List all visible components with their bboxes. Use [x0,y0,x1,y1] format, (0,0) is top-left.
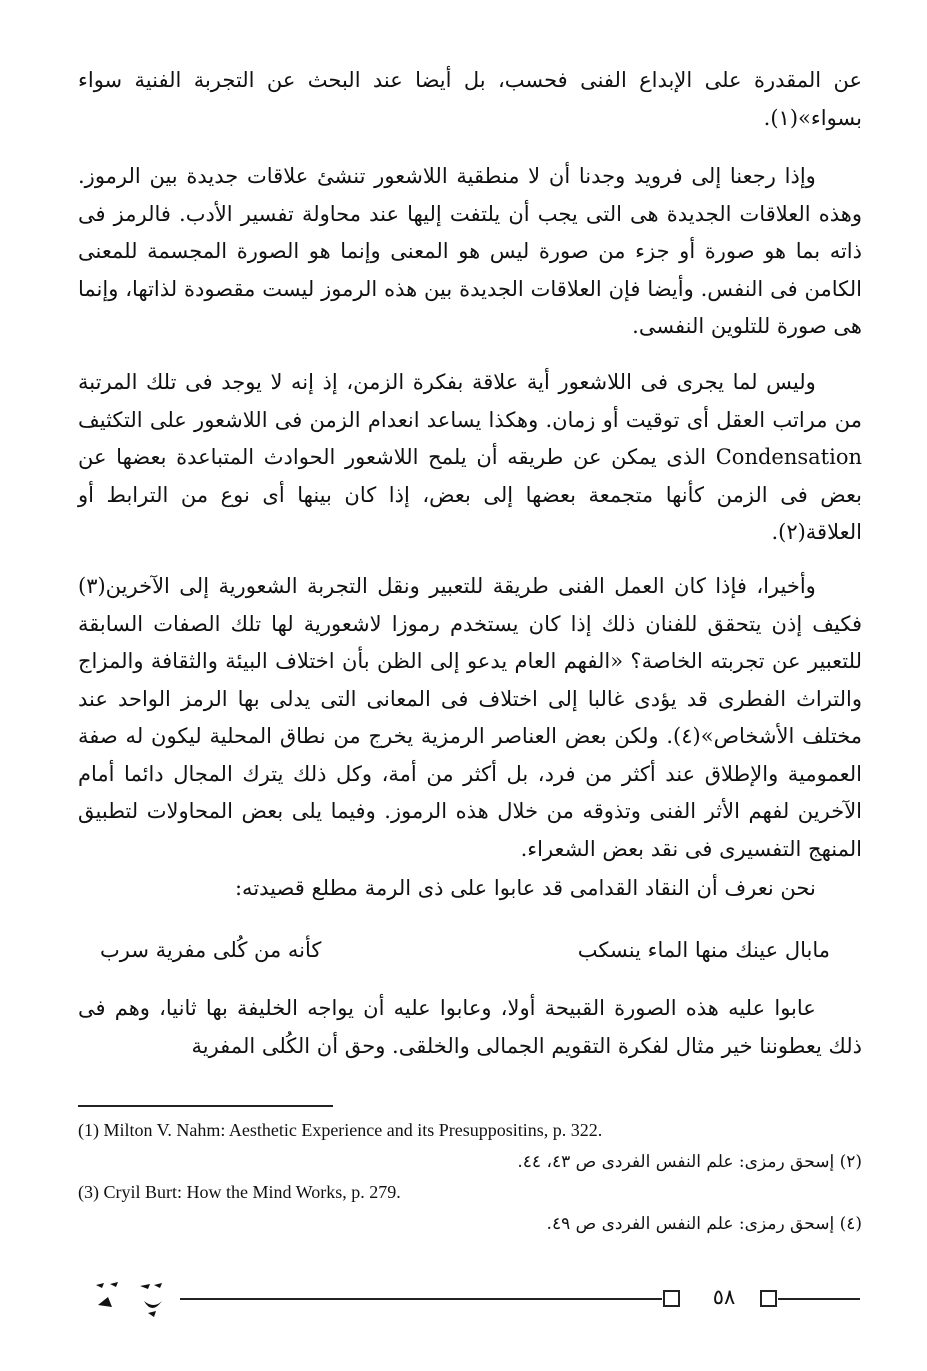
paragraph-6-text: عابوا عليه هذه الصورة القبيحة أولا، وعابوا عليه أن يواجه الخليفة بها ثانيا، وهم فى ذلك يعطوننا خير مثال لفكرة التقويم الجمالى والخلقى. وحق أن الكُلى المفرية [78,996,862,1058]
verse-first-hemistich: مابال عينك منها الماء ينسكب [577,938,830,962]
footer-square-icon [760,1290,777,1307]
paragraph-3 [78,364,862,552]
footer-square-icon [663,1290,680,1307]
paragraph-4 [78,568,862,868]
footnote-separator [78,1105,333,1107]
paragraph-2-text: وإذا رجعنا إلى فرويد وجدنا أن لا منطقية اللاشعور تنشئ علاقات جديدة بين الرموز. وهذه العلاقات الجديدة هى التى يجب أن يلتفت إليها عند محاولة تفسير الأدب. فالرمز فى ذاته بما هو صورة أو جزء من صورة ليس هو المعنى وإنما هو الصورة المجسمة للمعنى الكامن فى النفس. وأيضا فإن العلاقات الجديدة بين هذه الرموز ليست مقصودة لذاتها، وإنما هى صورة للتلوين النفسى. [78,164,862,338]
paragraph-5-text: نحن نعرف أن النقاد القدامى قد عابوا على ذى الرمة مطلع قصيدته: [234,876,816,900]
footer-rule-left [180,1298,662,1300]
paragraph-1 [78,62,862,137]
footnote-2: (٢) إسحق رمزى: علم النفس الفردى ص ٤٣، ٤٤. [517,1152,862,1172]
publisher-logo-icon [90,1275,174,1325]
footnote-1: (1) Milton V. Nahm: Aesthetic Experience and its Presuppositins, p. 322. [78,1120,603,1140]
footer-rule-right [778,1298,860,1300]
paragraph-3-text: وليس لما يجرى فى اللاشعور أية علاقة بفكرة الزمن، إذ إنه لا يوجد فى تلك المرتبة من مراتب العقل أى توقيت أو زمان. وهكذا يساعد انعدام الزمن فى اللاشعور على التكثيف Condensation الذى يمكن عن طريقه أن يلمح اللاشعور الحوادث المتباعدة بعضها عن بعض فى الزمن كأنها متجمعة بعضها إلى بعض، إذا كان بينها أى نوع من الترابط أو العلاقة(٢). [78,370,862,544]
verse-second-hemistich: كأنه من كُلى مفرية سرب [100,938,322,962]
footnote-3: (3) Cryil Burt: How the Mind Works, p. 279. [78,1182,401,1202]
paragraph-5 [78,870,862,908]
paragraph-2 [78,158,862,346]
page-number: ٥٨ [712,1285,736,1309]
paragraph-6 [78,990,862,1065]
paragraph-1-text: عن المقدرة على الإبداع الفنى فحسب، بل أيضا عند البحث عن التجربة الفنية سواء بسواء»(١). [78,68,862,130]
paragraph-4-text: وأخيرا، فإذا كان العمل الفنى طريقة للتعبير ونقل التجربة الشعورية إلى الآخرين(٣) فكيف إذن يتحقق للفنان ذلك إذا كان يستخدم رموزا لاشعورية لها تلك الصفات السابقة للتعبير عن تجربته الخاصة؟ «الفهم العام يدعو إلى الظن بأن اختلاف البيئة والثقافة والمزاج والتراث الفطرى قد يؤدى غالبا إلى اختلاف فى المعانى التى يدلى بها الرمز الواحد عند مختلف الأشخاص»(٤). ولكن بعض العناصر الرمزية يخرج من نطاق المحلية ليكون له صفة العمومية والإطلاق عند أكثر من فرد، بل أكثر من أمة، وكل ذلك يترك المجال دائما أمام الآخرين لفهم الأثر الفنى وتذوقه من خلال هذه الرموز. وفيما يلى بعض المحاولات لتطبيق المنهج التفسيرى فى نقد بعض الشعراء. [78,574,862,861]
footnote-4: (٤) إسحق رمزى: علم النفس الفردى ص ٤٩. [546,1214,862,1234]
